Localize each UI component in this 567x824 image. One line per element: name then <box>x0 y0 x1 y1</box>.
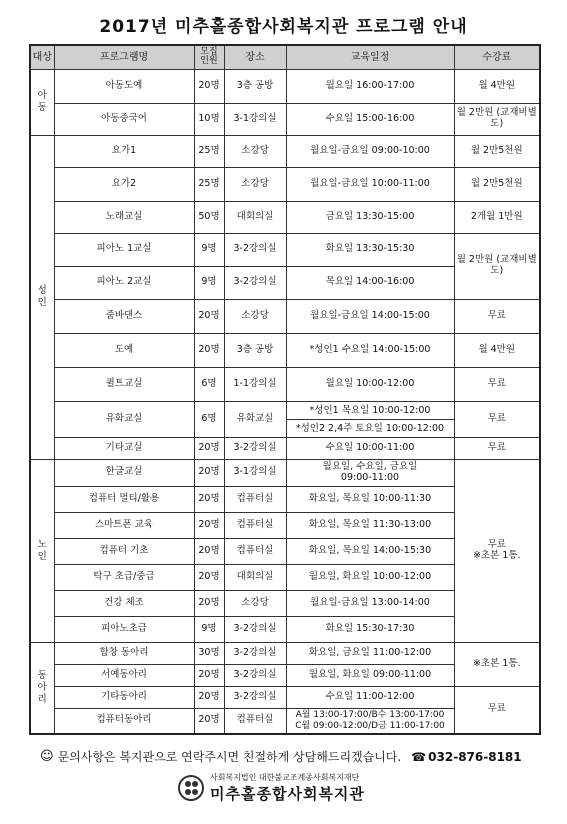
table-row <box>30 299 540 333</box>
header-capacity-line1: 모집 <box>200 46 218 57</box>
fee: 2개월 1만원 <box>454 201 540 233</box>
program-name: 스마트폰 교육 <box>54 512 194 538</box>
group-children <box>30 69 54 135</box>
phone-icon: ☎ <box>411 749 427 764</box>
schedule: 수요일 15:00-16:00 <box>286 103 454 135</box>
table-row <box>30 233 540 266</box>
place: 3-2강의실 <box>224 233 286 266</box>
program-name: 기타교실 <box>54 437 194 459</box>
fee-seniors-merged <box>454 459 540 642</box>
place: 컴퓨터실 <box>224 512 286 538</box>
program-name: 퀼트교실 <box>54 367 194 401</box>
place: 소강당 <box>224 299 286 333</box>
schedule-two-line <box>286 459 454 486</box>
capacity: 20명 <box>194 69 224 103</box>
header-capacity-line2: 인원 <box>200 56 218 67</box>
fee: 월 4만원 <box>454 69 540 103</box>
table-row <box>30 367 540 401</box>
fee-clubs-top-merged: ※초본 1통. <box>454 642 540 686</box>
table-row <box>30 201 540 233</box>
schedule: 화요일 13:30-15:30 <box>286 233 454 266</box>
program-name: 컴퓨터동아리 <box>54 708 194 734</box>
table-row <box>30 69 540 103</box>
table-row <box>30 135 540 167</box>
place: 소강당 <box>224 135 286 167</box>
table-row <box>30 459 540 486</box>
program-name: 아동도예 <box>54 69 194 103</box>
schedule: *성인1 수요일 14:00-15:00 <box>286 333 454 367</box>
capacity: 20명 <box>194 590 224 616</box>
schedule: 수요일 11:00-12:00 <box>286 686 454 708</box>
program-name: 요가2 <box>54 167 194 201</box>
schedule-line: 월요일, 수요일, 금요일 <box>322 460 418 472</box>
place: 3-1강의실 <box>224 103 286 135</box>
org-sub-name: 사회복지법인 대한불교조계종사회복지재단 <box>210 773 360 782</box>
program-name: 서예동아리 <box>54 664 194 686</box>
schedule: 월요일-금요일 09:00-10:00 <box>286 135 454 167</box>
capacity: 50명 <box>194 201 224 233</box>
capacity: 25명 <box>194 135 224 167</box>
program-name: 노래교실 <box>54 201 194 233</box>
group-adults <box>30 135 54 459</box>
place: 소강당 <box>224 590 286 616</box>
header-fee: 수강료 <box>454 45 540 69</box>
group-label-char: 리 <box>37 693 47 705</box>
schedule: 월요일-금요일 10:00-11:00 <box>286 167 454 201</box>
capacity: 9명 <box>194 233 224 266</box>
contact-note <box>40 748 540 765</box>
schedule: 월요일-금요일 14:00-15:00 <box>286 299 454 333</box>
program-name: 요가1 <box>54 135 194 167</box>
fee: 무료 <box>454 437 540 459</box>
place: 대회의실 <box>224 564 286 590</box>
smile-icon: ☺ <box>40 749 54 764</box>
table-row <box>30 437 540 459</box>
table-row <box>30 103 540 135</box>
place: 소강당 <box>224 167 286 201</box>
contact-text: 문의사항은 복지관으로 연락주시면 친절하게 상담해드리겠습니다. <box>57 750 402 764</box>
program-name: 도예 <box>54 333 194 367</box>
schedule-line: C월 09:00-12:00/D금 11:00-17:00 <box>295 720 445 731</box>
schedule: 월요일-금요일 13:00-14:00 <box>286 590 454 616</box>
program-name: 건강 체조 <box>54 590 194 616</box>
fee: 월 2만원 (교재비별도) <box>454 103 540 135</box>
program-name: 한글교실 <box>54 459 194 486</box>
fee: 무료 <box>454 401 540 437</box>
header-capacity <box>194 45 224 69</box>
schedule-line: 09:00-11:00 <box>340 471 400 483</box>
schedule: 화요일, 목요일 14:00-15:30 <box>286 538 454 564</box>
fee: 무료 <box>454 299 540 333</box>
program-name: 기타동아리 <box>54 686 194 708</box>
capacity: 20명 <box>194 564 224 590</box>
place: 3-1강의실 <box>224 459 286 486</box>
program-name: 피아노초급 <box>54 616 194 642</box>
place: 컴퓨터실 <box>224 538 286 564</box>
group-label-char: 성 <box>37 285 47 297</box>
program-name: 합창 동아리 <box>54 642 194 664</box>
place: 3-2강의실 <box>224 437 286 459</box>
capacity: 30명 <box>194 642 224 664</box>
phone-block <box>411 750 521 764</box>
capacity: 20명 <box>194 538 224 564</box>
schedule: 화요일, 목요일 10:00-11:30 <box>286 486 454 512</box>
place: 3-2강의실 <box>224 266 286 299</box>
capacity: 6명 <box>194 401 224 437</box>
group-label-char: 동 <box>37 669 47 681</box>
table-header-row <box>30 45 540 69</box>
org-seal-icon <box>178 775 204 801</box>
capacity: 20명 <box>194 686 224 708</box>
header-place: 장소 <box>224 45 286 69</box>
table-row <box>30 167 540 201</box>
capacity: 20명 <box>194 333 224 367</box>
program-name: 유화교실 <box>54 401 194 437</box>
fee: 월 4만원 <box>454 333 540 367</box>
program-name: 피아노 1교실 <box>54 233 194 266</box>
table-row <box>30 333 540 367</box>
group-label-char: 인 <box>37 297 47 308</box>
capacity: 10명 <box>194 103 224 135</box>
header-target: 대상 <box>30 45 54 69</box>
capacity: 6명 <box>194 367 224 401</box>
fee: 월 2만5천원 <box>454 135 540 167</box>
capacity: 20명 <box>194 459 224 486</box>
fee-clubs-bottom-merged: 무료 <box>454 686 540 734</box>
group-label-char: 노 <box>37 538 47 550</box>
group-label-char: 아 <box>37 90 47 102</box>
capacity: 9명 <box>194 266 224 299</box>
group-label-char: 동 <box>37 102 47 113</box>
schedule: 월요일 10:00-12:00 <box>286 367 454 401</box>
org-main-name: 미추홀종합사회복지관 <box>210 785 365 803</box>
capacity: 25명 <box>194 167 224 201</box>
schedule: 금요일 13:30-15:00 <box>286 201 454 233</box>
fee: 월 2만5천원 <box>454 167 540 201</box>
schedule: 화요일, 금요일 11:00-12:00 <box>286 642 454 664</box>
schedule-line: *성인2 2,4주 토요일 10:00-12:00 <box>287 419 454 436</box>
group-label-char: 인 <box>37 550 47 562</box>
place: 유화교실 <box>224 401 286 437</box>
group-label-char: 아 <box>37 681 47 693</box>
schedule: 월요일, 화요일 09:00-11:00 <box>286 664 454 686</box>
capacity: 20명 <box>194 512 224 538</box>
schedule: 수요일 10:00-11:00 <box>286 437 454 459</box>
fee-piano-merged: 월 2만원 (교재비별도) <box>454 233 540 299</box>
place: 3-2강의실 <box>224 616 286 642</box>
schedule-two-line <box>286 708 454 734</box>
header-program: 프로그램명 <box>54 45 194 69</box>
capacity: 20명 <box>194 708 224 734</box>
table-row <box>30 401 540 437</box>
fee-line: 무료 <box>487 538 506 550</box>
schedule: 월요일, 화요일 10:00-12:00 <box>286 564 454 590</box>
place: 3-2강의실 <box>224 686 286 708</box>
program-name: 컴퓨터 멀티/활용 <box>54 486 194 512</box>
schedule: 화요일 15:30-17:30 <box>286 616 454 642</box>
program-name: 아동중국어 <box>54 103 194 135</box>
place: 3층 공방 <box>224 333 286 367</box>
program-name: 피아노 2교실 <box>54 266 194 299</box>
schedule: 목요일 14:00-16:00 <box>286 266 454 299</box>
program-name: 탁구 초급/중급 <box>54 564 194 590</box>
table-row <box>30 642 540 664</box>
program-table <box>29 44 541 735</box>
place: 3층 공방 <box>224 69 286 103</box>
schedule: 월요일 16:00-17:00 <box>286 69 454 103</box>
capacity: 20명 <box>194 664 224 686</box>
schedule-line: A월 13:00-17:00/B수 13:00-17:00 <box>295 710 445 721</box>
fee-line: ※초본 1통. <box>472 549 521 561</box>
phone-number: 032-876-8181 <box>428 749 522 764</box>
capacity: 20명 <box>194 437 224 459</box>
place: 3-2강의실 <box>224 664 286 686</box>
table-row <box>30 686 540 708</box>
fee: 무료 <box>454 367 540 401</box>
program-name: 줌바댄스 <box>54 299 194 333</box>
place: 대회의실 <box>224 201 286 233</box>
capacity: 9명 <box>194 616 224 642</box>
place: 1-1강의실 <box>224 367 286 401</box>
place: 컴퓨터실 <box>224 708 286 734</box>
program-name: 컴퓨터 기초 <box>54 538 194 564</box>
place: 3-2강의실 <box>224 642 286 664</box>
schedule-line: *성인1 목요일 10:00-12:00 <box>309 405 431 416</box>
org-logo-block <box>178 768 418 808</box>
header-schedule: 교육일정 <box>286 45 454 69</box>
org-name-block <box>210 772 365 804</box>
schedule-split <box>286 401 454 437</box>
group-seniors <box>30 459 54 642</box>
capacity: 20명 <box>194 486 224 512</box>
group-clubs <box>30 642 54 734</box>
schedule: 화요일, 목요일 11:30-13:00 <box>286 512 454 538</box>
place: 컴퓨터실 <box>224 486 286 512</box>
page-title: 2017년 미추홀종합사회복지관 프로그램 안내 <box>99 17 468 37</box>
capacity: 20명 <box>194 299 224 333</box>
